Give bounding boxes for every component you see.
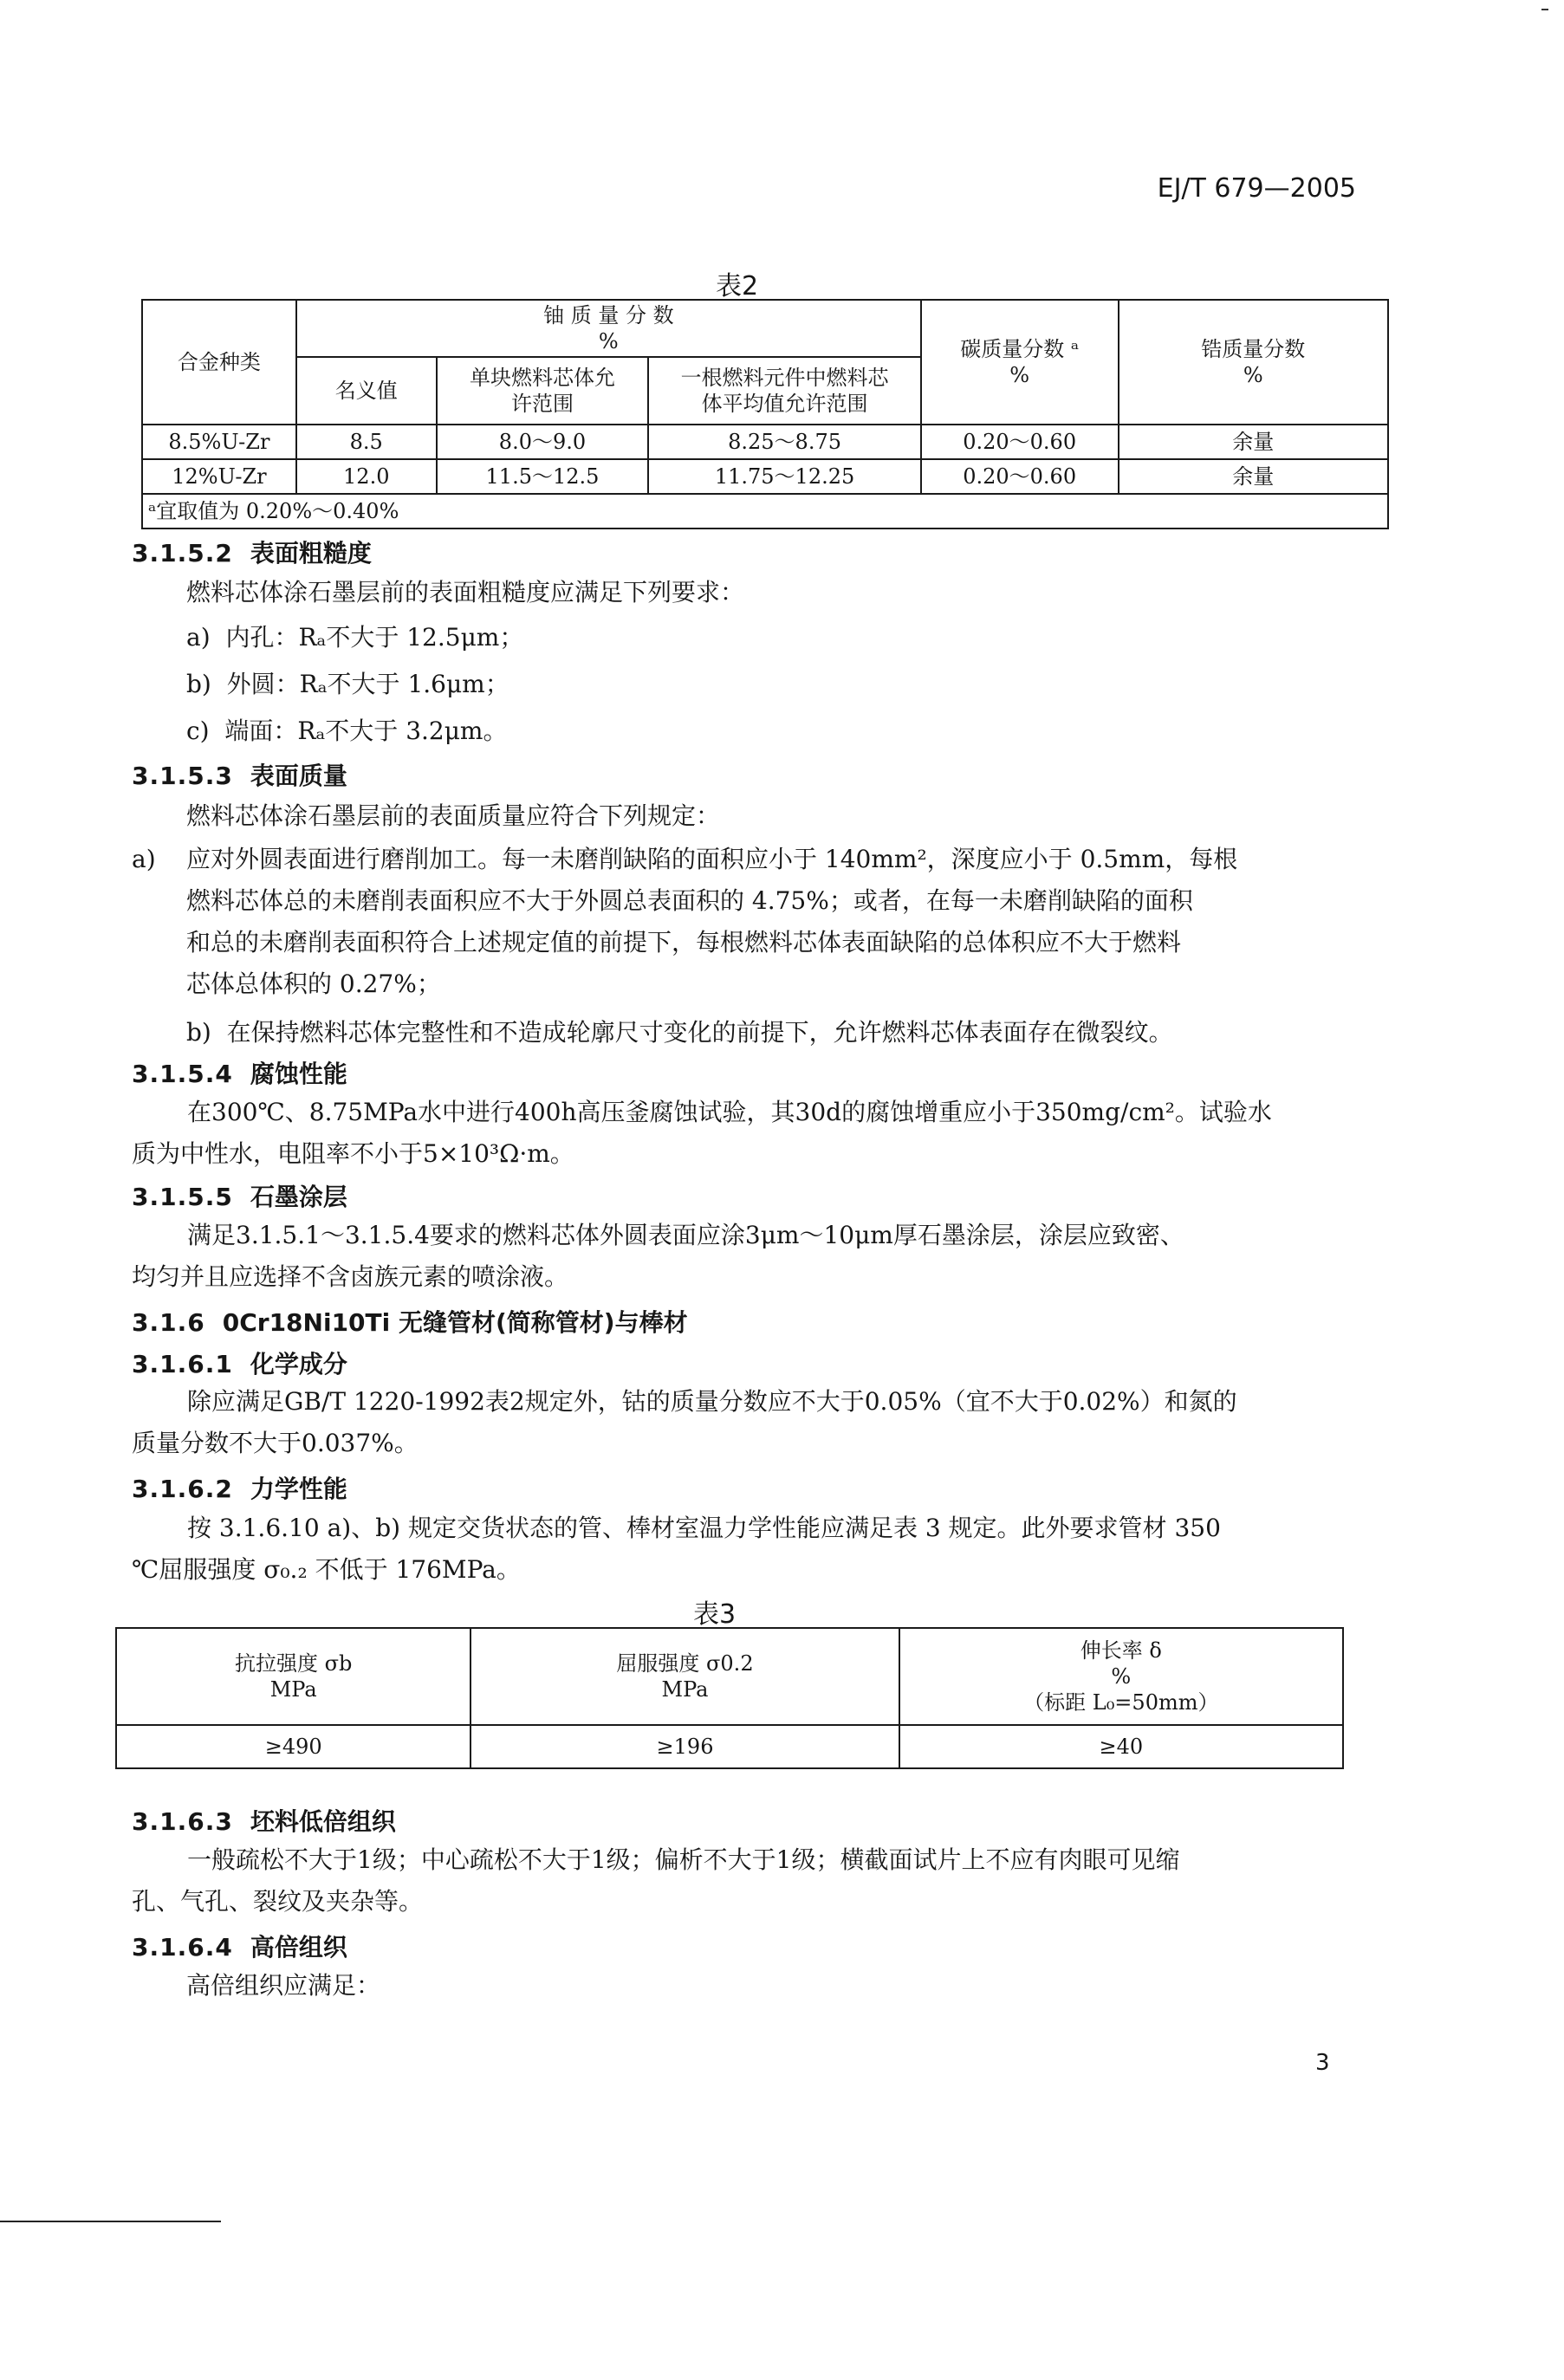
list-item: b) 外圆：Rₐ不大于 1.6μm； xyxy=(186,670,509,698)
section-3-1-5-2-heading: 3.1.5.2 表面粗糙度 xyxy=(132,539,372,567)
footer-rule xyxy=(0,2221,221,2222)
list-item: a) 内孔：Rₐ不大于 12.5μm； xyxy=(186,623,524,652)
section-3-1-6-3-heading: 3.1.6.3 坯料低倍组织 xyxy=(132,1807,396,1836)
section-3-1-6-2-body: 按 3.1.6.10 a)、b) 规定交货状态的管、棒材室温力学性能应满足表 3 规定。此外要求管材 350 ℃屈服强度 σ₀.₂ 不低于 176MPa。 xyxy=(132,1514,1221,1584)
table2-footnote: ᵃ宜取值为 0.20%～0.40% xyxy=(142,494,1388,529)
table3-header-elongation: 伸长率 δ % （标距 L₀=50mm） xyxy=(899,1628,1343,1725)
list-item: 应对外圆表面进行磨削加工。每一未磨削缺陷的面积应小于 140mm²，深度应小于 0.5mm，每根 燃料芯体总的未磨削表面积应不大于外圆总表面积的 4.75%；或者，在每一未磨削缺陷的面积 和总的未磨削表面积符合上述规定值的前提下，每根燃料芯体表面缺陷的总体积应不大于燃料 芯体总体积的 0.27%； xyxy=(186,845,1238,998)
table2-caption: 表2 xyxy=(716,271,759,302)
table3-cell: ≥196 xyxy=(470,1725,899,1768)
section-3-1-6-1-heading: 3.1.6.1 化学成分 xyxy=(132,1350,347,1378)
section-3-1-6-4-intro: 高倍组织应满足： xyxy=(186,1971,381,2000)
table2-header-alloy: 合金种类 xyxy=(142,300,296,425)
standard-code: EJ/T 679—2005 xyxy=(1157,173,1356,204)
section-3-1-5-2-intro: 燃料芯体涂石墨层前的表面粗糙度应满足下列要求： xyxy=(186,578,745,606)
section-3-1-5-4-body: 在300℃、8.75MPa水中进行400h高压釜腐蚀试验，其30d的腐蚀增重应小于350mg/cm²。试验水 质为中性水，电阻率不小于5×10³Ω·m。 xyxy=(132,1098,1272,1168)
table2-header-single: 单块燃料芯体允 许范围 xyxy=(437,357,649,425)
section-3-1-5-5-heading: 3.1.5.5 石墨涂层 xyxy=(132,1183,347,1211)
table3-caption: 表3 xyxy=(693,1599,737,1630)
section-3-1-6-2-heading: 3.1.6.2 力学性能 xyxy=(132,1475,347,1503)
table2-cell: 0.20～0.60 xyxy=(921,425,1119,459)
section-3-1-5-4-heading: 3.1.5.4 腐蚀性能 xyxy=(132,1060,347,1088)
table2-cell: 8.25～8.75 xyxy=(648,425,921,459)
table2-header-zirconium: 锆质量分数 % xyxy=(1119,300,1389,425)
table-row xyxy=(142,425,1388,459)
section-3-1-6-3-body: 一般疏松不大于1级；中心疏松不大于1级；偏析不大于1级；横截面试片上不应有肉眼可见缩 孔、气孔、裂纹及夹杂等。 xyxy=(132,1845,1180,1916)
table2-cell: 余量 xyxy=(1119,459,1389,494)
page-number: 3 xyxy=(1315,2050,1330,2076)
table2-cell: 0.20～0.60 xyxy=(921,459,1119,494)
table2-cell: 8.0～9.0 xyxy=(437,425,649,459)
table2-cell: 11.5～12.5 xyxy=(437,459,649,494)
table3-cell: ≥490 xyxy=(116,1725,470,1768)
table2 xyxy=(141,299,1389,529)
table-row xyxy=(142,459,1388,494)
section-3-1-6-4-heading: 3.1.6.4 高倍组织 xyxy=(132,1933,347,1962)
table3-cell: ≥40 xyxy=(899,1725,1343,1768)
list-item: c) 端面：Rₐ不大于 3.2μm。 xyxy=(186,717,508,745)
table3-header-yield: 屈服强度 σ0.2 MPa xyxy=(470,1628,899,1725)
table2-cell: 余量 xyxy=(1119,425,1389,459)
table2-cell: 8.5%U-Zr xyxy=(142,425,296,459)
table2-header-average: 一根燃料元件中燃料芯 体平均值允许范围 xyxy=(648,357,921,425)
table2-cell: 12.0 xyxy=(296,459,437,494)
section-3-1-6-1-body: 除应满足GB/T 1220-1992表2规定外，钴的质量分数应不大于0.05%（宜不大于0.02%）和氮的 质量分数不大于0.037%。 xyxy=(132,1387,1237,1457)
table-row xyxy=(116,1725,1343,1768)
table2-header-uranium: 铀 质 量 分 数 % xyxy=(296,300,921,357)
table2-header-carbon: 碳质量分数 ᵃ % xyxy=(921,300,1119,425)
section-3-1-5-3-heading: 3.1.5.3 表面质量 xyxy=(132,762,347,790)
table2-cell: 12%U-Zr xyxy=(142,459,296,494)
table3 xyxy=(115,1627,1344,1769)
section-3-1-5-5-body: 满足3.1.5.1～3.1.5.4要求的燃料芯体外圆表面应涂3μm～10μm厚石墨涂层，涂层应致密、 均匀并且应选择不含卤族元素的喷涂液。 xyxy=(132,1221,1184,1291)
section-3-1-5-3-intro: 燃料芯体涂石墨层前的表面质量应符合下列规定： xyxy=(186,801,721,830)
table2-cell: 11.75～12.25 xyxy=(648,459,921,494)
section-3-1-6-heading: 3.1.6 0Cr18Ni10Ti 无缝管材(简称管材)与棒材 xyxy=(132,1308,688,1337)
table2-cell: 8.5 xyxy=(296,425,437,459)
list-item: b) 在保持燃料芯体完整性和不造成轮廓尺寸变化的前提下，允许燃料芯体表面存在微裂纹。 xyxy=(186,1018,1173,1047)
table3-header-tensile: 抗拉强度 σb MPa xyxy=(116,1628,470,1725)
scan-mark xyxy=(1541,9,1548,10)
table2-header-nominal: 名义值 xyxy=(296,357,437,425)
list-item-label: a) xyxy=(132,845,156,873)
